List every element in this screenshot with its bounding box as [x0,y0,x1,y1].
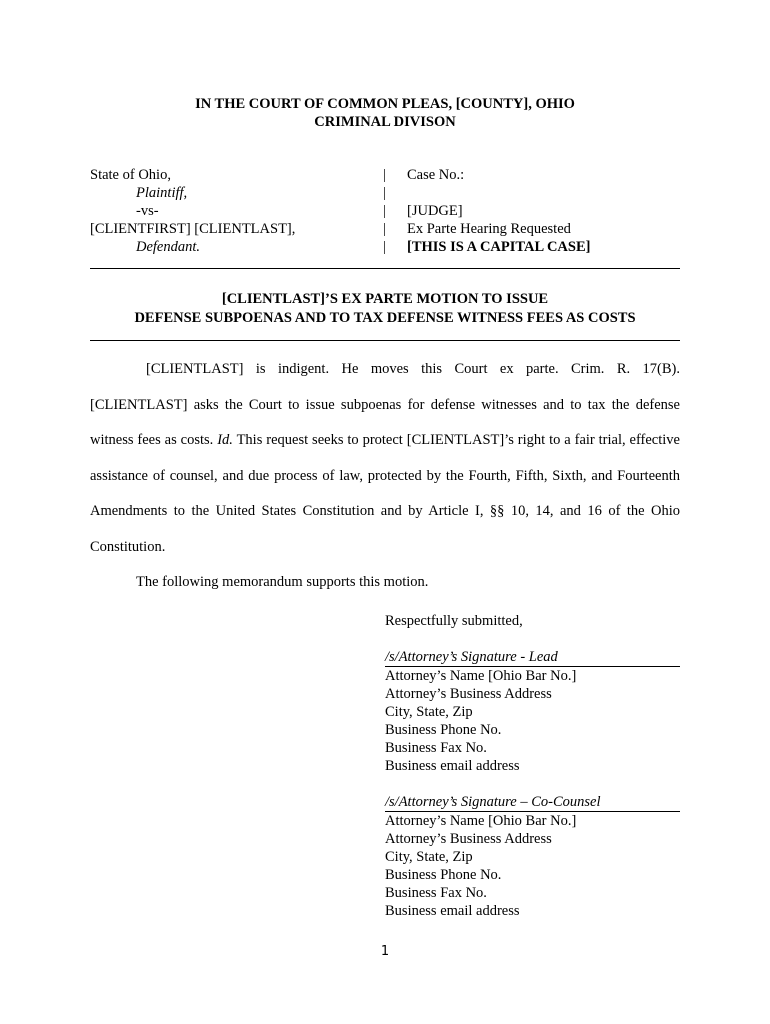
motion-body [90,352,680,601]
caption-right [407,166,590,256]
attorney-address: Attorney’s Business Address [385,831,552,847]
case-number-label: Case No.: [407,167,465,183]
body-text: [CLIENTLAST] is indigent. He moves this Court ex parte. Crim. R. 17(B). [CLIENTLAST] asks the Court to issue subpoenas for defense witnesses and to tax the defense witness fees as costs. [90,361,680,448]
caption-rule [90,268,680,269]
caption-blank-line [407,184,590,202]
attorney-email: Business email address [385,903,520,919]
caption-divider [383,166,386,256]
caption-pipe: | [383,239,386,255]
attorney-address: Attorney’s Business Address [385,686,552,702]
signature-line-lead: /s/Attorney’s Signature - Lead [385,648,680,667]
attorney-city: City, State, Zip [385,704,473,720]
caption-pipe: | [383,185,386,201]
body-paragraph-1 [90,352,680,565]
attorney-fax: Business Fax No. [385,740,487,756]
motion-title [90,290,680,328]
hearing-request: Ex Parte Hearing Requested [407,221,571,237]
attorney-email: Business email address [385,758,520,774]
attorney-fax: Business Fax No. [385,885,487,901]
motion-title-line-1: [CLIENTLAST]’S EX PARTE MOTION TO ISSUE [221,291,549,307]
caption-defendant-name: [CLIENTFIRST] [CLIENTLAST], [90,221,296,237]
caption-defendant-role: Defendant. [136,239,201,255]
spacer [385,775,680,793]
body-text: This request seeks to protect [CLIENTLAST]’s right to a fair trial, effective assistance of counsel, and due process of law, protected by the Fourth, Fifth, Sixth, and Fourteenth Amendments to the United States Constitution and by Article I, §§ 10, 14, and 16 of the Ohio Constitution. [90,432,680,555]
caption-plaintiff-role: Plaintiff, [136,185,188,201]
id-citation: Id. [217,432,233,448]
caption-plaintiff-name: State of Ohio, [90,167,171,183]
caption-pipe: | [383,221,386,237]
attorney-name: Attorney’s Name [Ohio Bar No.] [385,668,577,684]
page-number: 1 [380,944,390,959]
capital-case-notice: [THIS IS A CAPITAL CASE] [407,239,591,255]
caption-pipe: | [383,203,386,219]
attorney-city: City, State, Zip [385,849,473,865]
attorney-phone: Business Phone No. [385,867,502,883]
attorney-name: Attorney’s Name [Ohio Bar No.] [385,813,577,829]
closing: Respectfully submitted, [385,613,523,629]
caption-versus: -vs- [136,203,159,219]
caption-left [90,166,295,256]
court-heading [90,95,680,131]
signature-block [385,612,680,920]
title-rule [90,340,680,341]
spacer [385,630,680,648]
court-division: CRIMINAL DIVISON [314,114,456,130]
caption-pipe: | [383,167,386,183]
signature-line-co-counsel: /s/Attorney’s Signature – Co-Counsel [385,793,680,812]
attorney-phone: Business Phone No. [385,722,502,738]
judge-placeholder: [JUDGE] [407,203,463,219]
body-paragraph-2: The following memorandum supports this motion. [136,574,429,590]
court-name: IN THE COURT OF COMMON PLEAS, [COUNTY], OHIO [195,96,575,112]
motion-title-line-2: DEFENSE SUBPOENAS AND TO TAX DEFENSE WITNESS FEES AS COSTS [134,310,636,326]
